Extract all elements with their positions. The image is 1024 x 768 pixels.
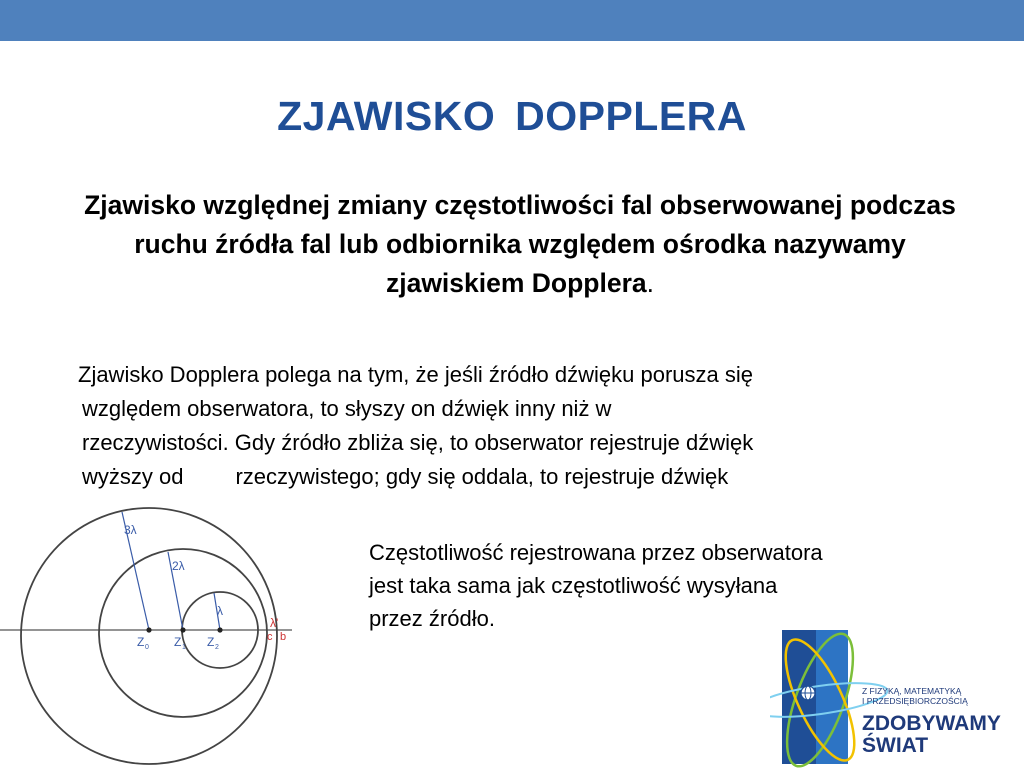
label-2-lambda: 2λ [172,559,185,573]
side-note-line-2: jest taka sama jak częstotliwość wysyłana [369,573,778,598]
wavefront-3 [21,508,277,764]
lead-term: Dopplera [531,268,647,298]
slide-title: ZJAWISKO DOPPLERA [277,93,747,139]
label-3-lambda: 3λ [124,523,137,537]
label-c: c [267,631,273,643]
body-line-4a: wyższy od [82,464,184,489]
body-line-3: rzeczywistości. Gdy źródło zbliża się, to obserwator rejestruje dźwięk [82,430,754,455]
label-z1-sub: 1 [182,644,186,651]
lead-definition [70,186,970,303]
source-point-z2 [217,627,222,632]
lead-end: . [646,268,655,298]
top-accent-bar [0,0,1024,41]
label-z1: Z [174,635,182,649]
body-line-1: Zjawisko Dopplera polega na tym, że jeśli źródło dźwięku porusza się [78,362,753,387]
logo-line-1: Z FIZYKĄ, MATEMATYKĄ [862,686,962,696]
label-z2-sub: 2 [215,644,219,651]
label-z0: Z [137,635,145,649]
side-note [369,536,979,635]
logo-line-3: ZDOBYWAMY [862,712,1001,735]
label-lambda: λ [217,604,223,618]
label-b: b [280,631,287,643]
body-line-4b: rzeczywistego; gdy się oddala, to rejestruje dźwięk [235,464,729,489]
project-logo [770,622,1024,768]
body-paragraph [62,358,982,494]
source-point-z1 [180,627,185,632]
side-note-line-3: przez źródło. [369,606,495,631]
body-line-4 [62,460,982,494]
lead-text: Zjawisko względnej zmiany częstotliwości fal obserwowanej podczas ruchu źródła fal lub odbiornika względem ośrodka nazywamy zjawiskiem [84,190,956,298]
label-z2: Z [207,635,215,649]
label-z0-sub: 0 [145,644,149,651]
logo-line-4: ŚWIAT [862,734,929,757]
doppler-wavefront-diagram [0,500,330,768]
label-lambda-prime: λ' [270,616,279,630]
source-point-z0 [146,627,151,632]
logo-line-2: I PRZEDSIĘBIORCZOŚCIĄ [862,696,968,706]
side-note-line-1: Częstotliwość rejestrowana przez obserwatora [369,540,823,565]
body-line-2: względem obserwatora, to słyszy on dźwięk inny niż w [82,396,612,421]
